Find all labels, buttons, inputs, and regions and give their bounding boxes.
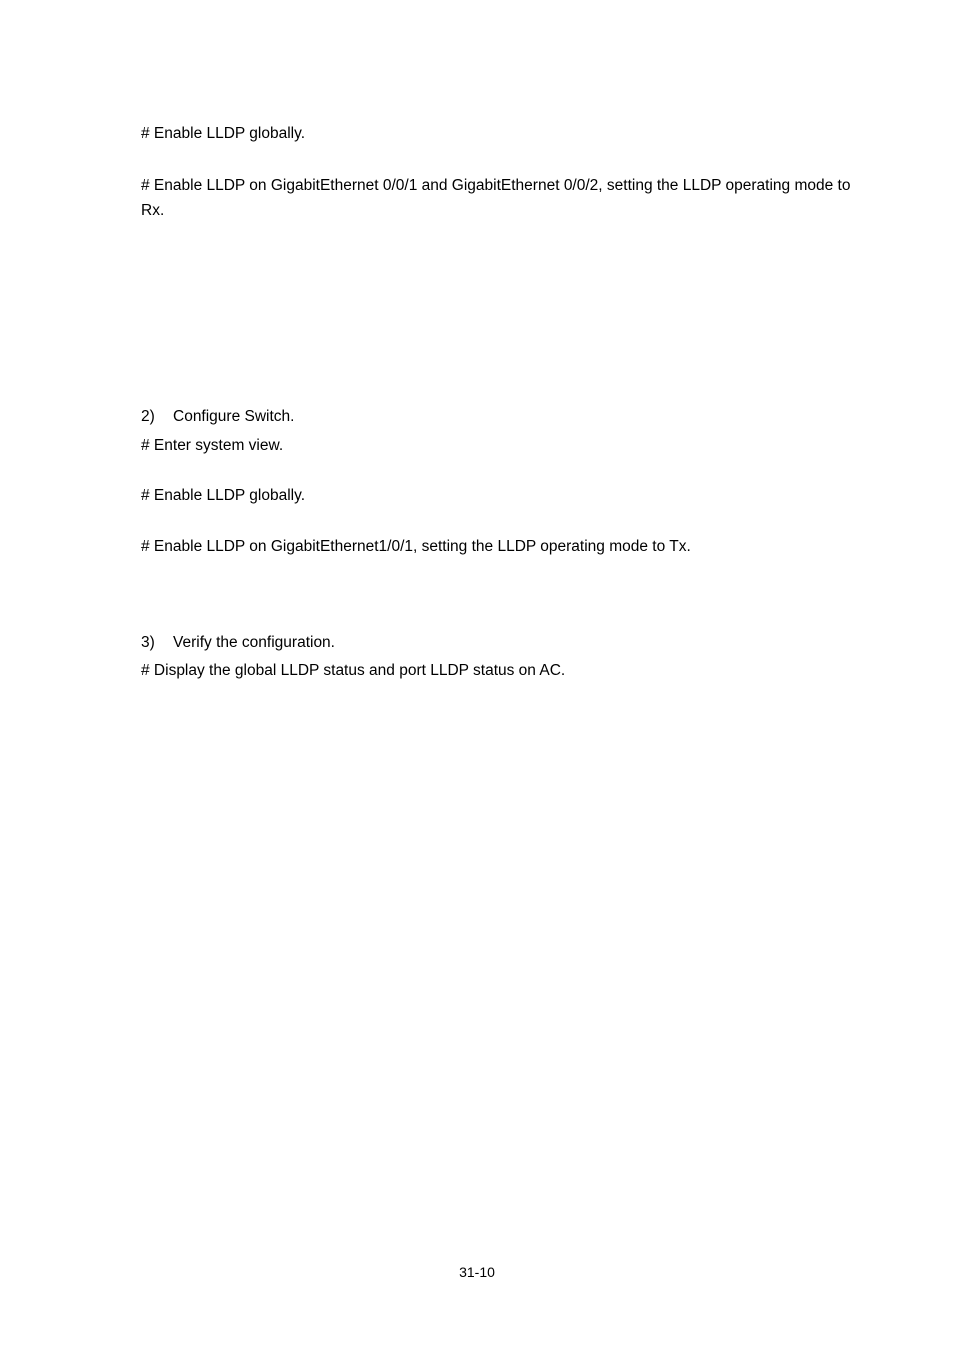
comment-enable-lldp-ports-rx: # Enable LLDP on GigabitEthernet 0/0/1 and GigabitEthernet 0/0/2, setting the LLDP operating mode to Rx. <box>141 177 851 219</box>
step-number: 2) <box>141 408 155 425</box>
comment-display-lldp-status: # Display the global LLDP status and port LLDP status on AC. <box>141 662 566 679</box>
step-title: Verify the configuration. <box>173 634 335 651</box>
comment-enable-lldp-globally-switch: # Enable LLDP globally. <box>141 487 306 504</box>
step-title: Configure Switch. <box>173 408 295 425</box>
step-number: 3) <box>141 634 155 651</box>
page-number: 31-10 <box>459 1264 495 1280</box>
comment-enter-system-view: # Enter system view. <box>141 437 284 454</box>
comment-enable-lldp-port-tx: # Enable LLDP on GigabitEthernet1/0/1, setting the LLDP operating mode to Tx. <box>141 538 691 555</box>
step-heading-verify-configuration <box>141 634 335 652</box>
step-heading-configure-switch <box>141 408 294 426</box>
comment-enable-lldp-globally: # Enable LLDP globally. <box>141 125 306 142</box>
